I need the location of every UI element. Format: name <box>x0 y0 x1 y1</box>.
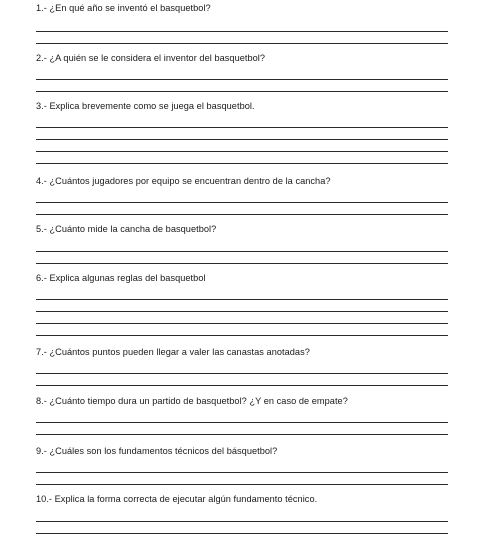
question-3: 3.- Explica brevemente como se juega el basquetbol. <box>36 101 255 111</box>
answer-line[interactable] <box>36 163 448 164</box>
question-1: 1.- ¿En qué año se inventó el basquetbol? <box>36 3 211 13</box>
answer-line[interactable] <box>36 299 448 300</box>
question-2: 2.- ¿A quién se le considera el inventor del basquetbol? <box>36 53 266 63</box>
answer-line[interactable] <box>36 335 448 336</box>
answer-line[interactable] <box>36 31 448 32</box>
answer-line[interactable] <box>36 79 448 80</box>
question-9: 9.- ¿Cuáles son los fundamentos técnicos del básquetbol? <box>36 446 278 456</box>
answer-line[interactable] <box>36 151 448 152</box>
answer-line[interactable] <box>36 521 448 522</box>
answer-line[interactable] <box>36 214 448 215</box>
answer-line[interactable] <box>36 127 448 128</box>
answer-line[interactable] <box>36 323 448 324</box>
question-5: 5.- ¿Cuánto mide la cancha de basquetbol? <box>36 224 217 234</box>
question-6: 6.- Explica algunas reglas del basquetbol <box>36 273 206 283</box>
answer-line[interactable] <box>36 422 448 423</box>
answer-line[interactable] <box>36 91 448 92</box>
answer-line[interactable] <box>36 251 448 252</box>
question-7: 7.- ¿Cuántos puntos pueden llegar a valer las canastas anotadas? <box>36 347 310 357</box>
answer-line[interactable] <box>36 202 448 203</box>
answer-line[interactable] <box>36 263 448 264</box>
answer-line[interactable] <box>36 434 448 435</box>
answer-line[interactable] <box>36 139 448 140</box>
question-8: 8.- ¿Cuánto tiempo dura un partido de basquetbol? ¿Y en caso de empate? <box>36 396 348 406</box>
answer-line[interactable] <box>36 484 448 485</box>
answer-line[interactable] <box>36 472 448 473</box>
answer-line[interactable] <box>36 311 448 312</box>
answer-line[interactable] <box>36 373 448 374</box>
question-10: 10.- Explica la forma correcta de ejecutar algún fundamento técnico. <box>36 494 318 504</box>
answer-line[interactable] <box>36 43 448 44</box>
answer-line[interactable] <box>36 385 448 386</box>
question-4: 4.- ¿Cuántos jugadores por equipo se encuentran dentro de la cancha? <box>36 176 331 186</box>
answer-line[interactable] <box>36 533 448 534</box>
